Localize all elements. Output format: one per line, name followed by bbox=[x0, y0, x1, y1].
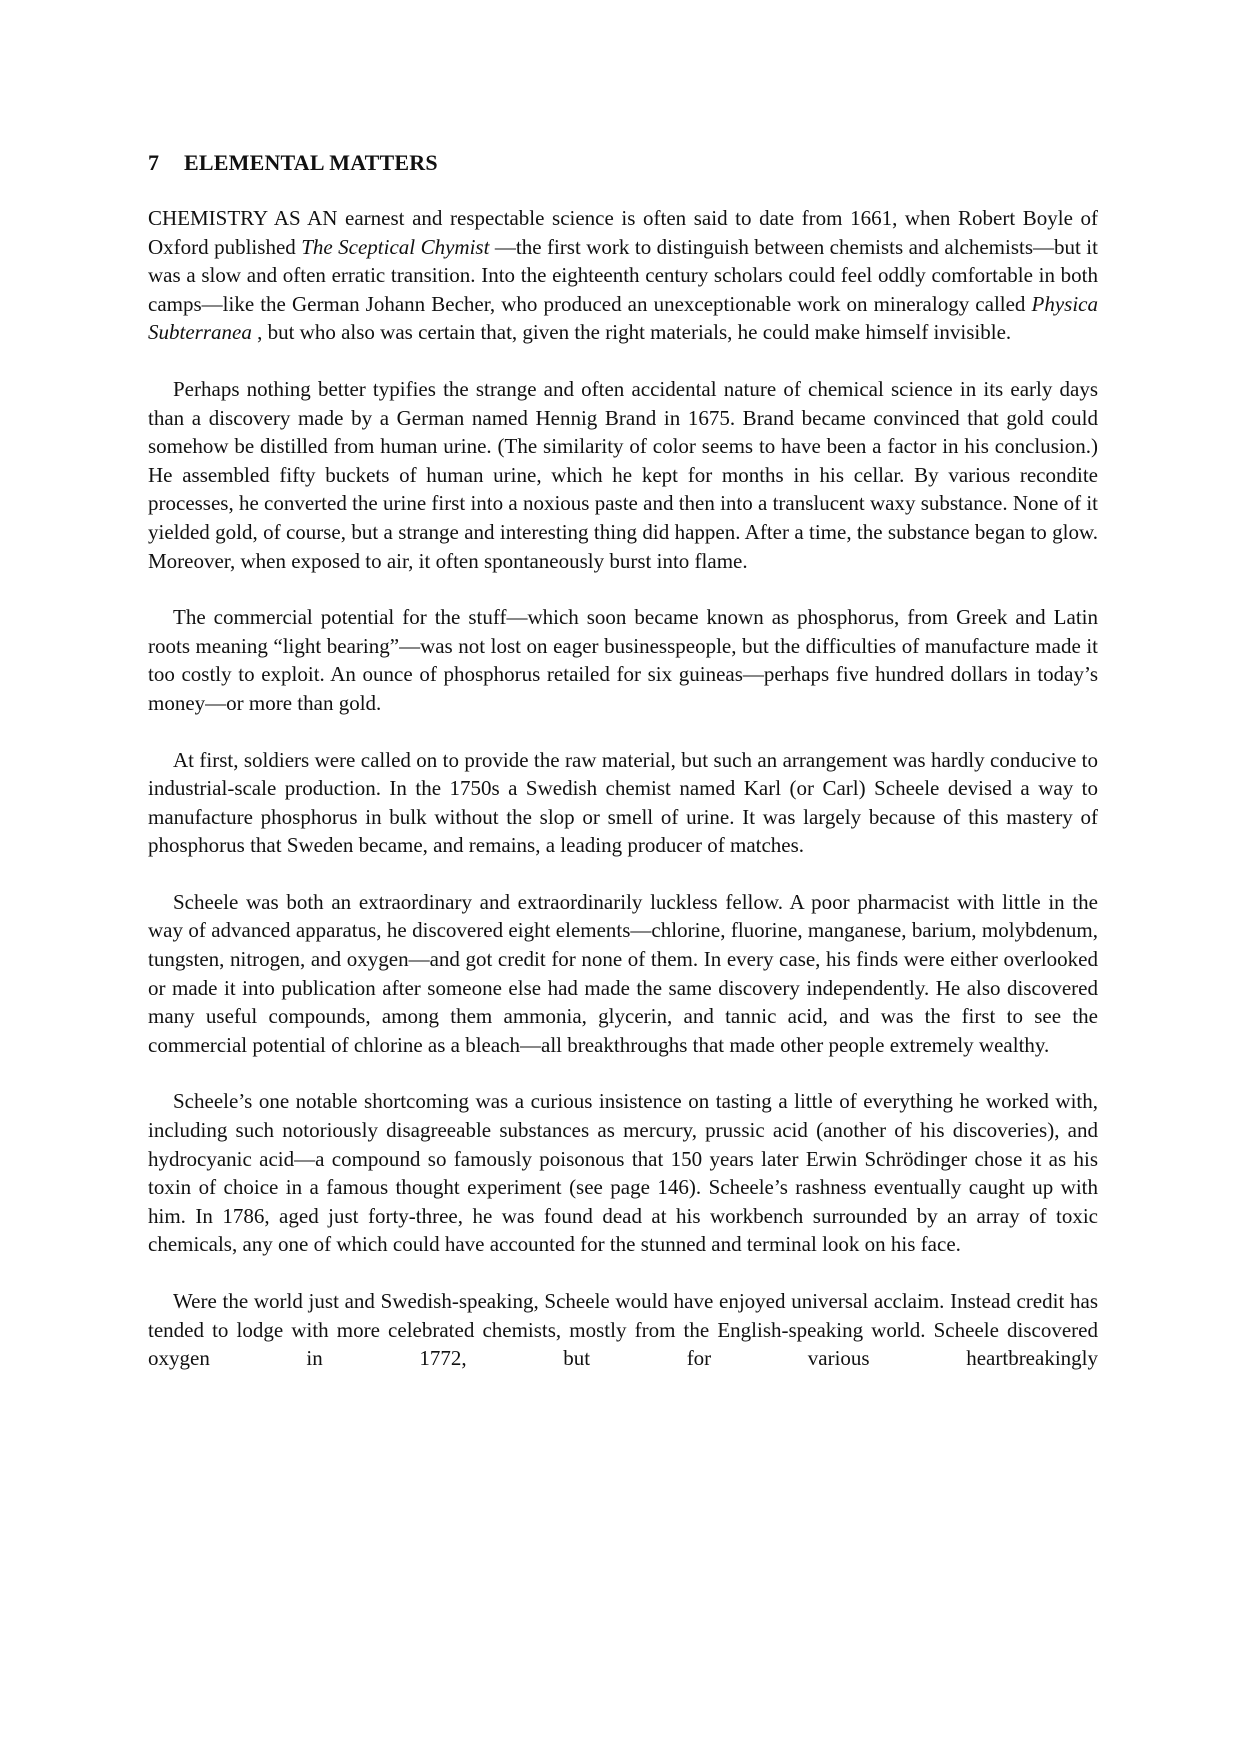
paragraph-3: The commercial potential for the stuff—which soon became known as phosphorus, from Greek and Latin roots meaning “light bearing”—was not lost on eager businesspeople, but the difficulties of manufacture made it too costly to exploit. An ounce of phosphorus retailed for six guineas—perhaps five hundred dollars in today’s money—or more than gold. bbox=[148, 605, 1098, 715]
chapter-title: ELEMENTAL MATTERS bbox=[184, 150, 438, 175]
paragraph-1-text-e: , but who also was certain that, given the right materials, he could make himself invisible. bbox=[251, 320, 1012, 345]
chapter-number: 7 bbox=[148, 150, 160, 175]
paragraph-5: Scheele was both an extraordinary and extraordinarily luckless fellow. A poor pharmacist with little in the way of advanced apparatus, he discovered eight elements—chlorine, fluorine, manganese, barium, molybdenum, tungsten, nitrogen, and oxygen—and got credit for none of them. In every case, his finds were either overlooked or made it into publication after someone else had made the same discovery independently. He also discovered many useful compounds, among them ammonia, glycerin, and tannic acid, and was the first to see the commercial potential of chlorine as a bleach—all breakthroughs that made other people extremely wealthy. bbox=[148, 889, 1098, 1057]
book-title-physica-subterranea: Physica Subterranea bbox=[148, 291, 1098, 345]
paragraph-1-text-a: CHEMISTRY AS AN earnest and respectable science is often said to date from 1661, when Robert Boyle of Oxford published bbox=[148, 206, 1098, 259]
paragraph-1-text-c: —the first work to distinguish between chemists and alchemists—but it was a slow and often erratic transition. Into the eighteenth century scholars could feel oddly comfortable in both camps—like the German Johann Becher, who produced an unexceptionable work on mineralogy called bbox=[148, 234, 1098, 316]
chapter-heading bbox=[148, 150, 1098, 176]
book-title-sceptical-chymist: The Sceptical Chymist bbox=[301, 234, 490, 259]
paragraph-7: Were the world just and Swedish-speaking, Scheele would have enjoyed universal acclaim. Instead credit has tended to lodge with more celebrated chemists, mostly from the English-speaking world. Scheele discovered oxygen in 1772, but for various heartbreakingly bbox=[148, 1289, 1098, 1371]
document-page bbox=[148, 150, 1098, 1401]
paragraph-6: Scheele’s one notable shortcoming was a curious insistence on tasting a little of everything he worked with, including such notoriously disagreeable substances as mercury, prussic acid (another of his discoveries), and hydrocyanic acid—a compound so famously poisonous that 150 years later Erwin Schrödinger chose it as his toxin of choice in a famous thought experiment (see page 146). Scheele’s rashness eventually caught up with him. In 1786, aged just forty-three, he was found dead at his workbench surrounded by an array of toxic chemicals, any one of which could have accounted for the stunned and terminal look on his face. bbox=[148, 1089, 1098, 1257]
paragraph-2: Perhaps nothing better typifies the strange and often accidental nature of chemical science in its early days than a discovery made by a German named Hennig Brand in 1675. Brand became convinced that gold could somehow be distilled from human urine. (The similarity of color seems to have been a factor in his conclusion.) He assembled fifty buckets of human urine, which he kept for months in his cellar. By various recondite processes, he converted the urine first into a noxious paste and then into a translucent waxy substance. None of it yielded gold, of course, but a strange and interesting thing did happen. After a time, the substance began to glow. Moreover, when exposed to air, it often spontaneously burst into flame. bbox=[148, 376, 1098, 573]
paragraph-1 bbox=[148, 204, 1098, 347]
paragraph-4: At first, soldiers were called on to provide the raw material, but such an arrangement was hardly conducive to industrial-scale production. In the 1750s a Swedish chemist named Karl (or Carl) Scheele devised a way to manufacture phosphorus in bulk without the slop or smell of urine. It was largely because of this mastery of phosphorus that Sweden became, and remains, a leading producer of matches. bbox=[148, 747, 1098, 858]
